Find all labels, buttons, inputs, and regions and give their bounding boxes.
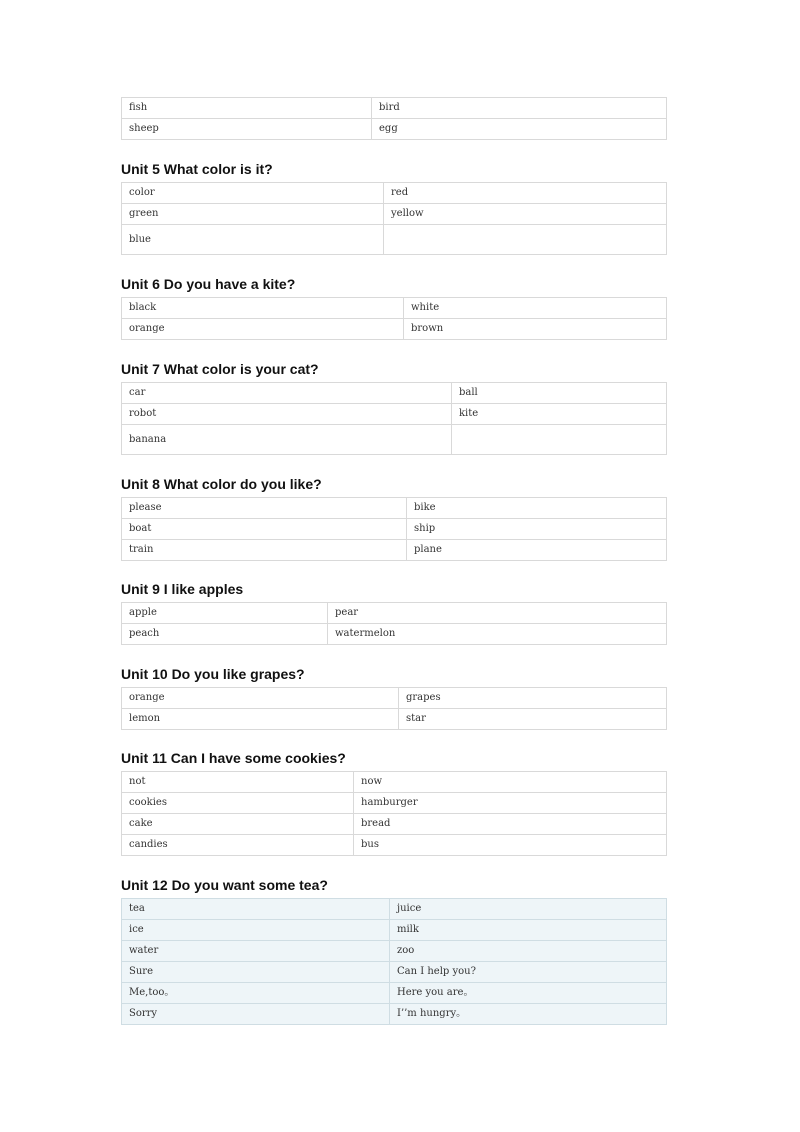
- table-row: [122, 962, 667, 983]
- table-cell: kite: [452, 404, 667, 425]
- table-cell: car: [122, 383, 452, 404]
- table-cell: candies: [122, 835, 354, 856]
- table-cell: hamburger: [354, 793, 667, 814]
- table-cell: Sure: [122, 962, 390, 983]
- table-cell: [384, 225, 667, 255]
- vocab-table: [121, 771, 667, 856]
- table-row: [122, 425, 667, 455]
- table-row: [122, 204, 667, 225]
- table-cell: apple: [122, 603, 328, 624]
- unit-6-section: [121, 276, 667, 340]
- unit-7-section: [121, 361, 667, 455]
- table-row: [122, 835, 667, 856]
- table-row: [122, 941, 667, 962]
- table-cell: please: [122, 498, 407, 519]
- vocab-table: [121, 602, 667, 645]
- table-row: [122, 688, 667, 709]
- table-cell: cake: [122, 814, 354, 835]
- table-row: [122, 603, 667, 624]
- unit-12-section: [121, 877, 667, 1025]
- table-cell: star: [399, 709, 667, 730]
- table-cell: bike: [407, 498, 667, 519]
- table-cell: orange: [122, 319, 404, 340]
- unit-9-heading: Unit 9 I like apples: [121, 581, 244, 597]
- table-row: [122, 793, 667, 814]
- table-cell: brown: [404, 319, 667, 340]
- table-cell: fish: [122, 98, 372, 119]
- table-cell: Here you are。: [390, 983, 667, 1004]
- table-cell: plane: [407, 540, 667, 561]
- table-cell: green: [122, 204, 384, 225]
- vocab-table: [121, 898, 667, 1025]
- table-cell: pear: [328, 603, 667, 624]
- table-cell: egg: [372, 119, 667, 140]
- vocab-table: [121, 182, 667, 255]
- table-cell: blue: [122, 225, 384, 255]
- table-cell: Me,too。: [122, 983, 390, 1004]
- table-cell: bread: [354, 814, 667, 835]
- table-cell: ball: [452, 383, 667, 404]
- table-row: [122, 772, 667, 793]
- unit-10-section: [121, 666, 667, 730]
- table-cell: now: [354, 772, 667, 793]
- table-cell: juice: [390, 899, 667, 920]
- table-cell: red: [384, 183, 667, 204]
- table-cell: milk: [390, 920, 667, 941]
- unit-8-section: [121, 476, 667, 561]
- unit-6-heading: Unit 6 Do you have a kite?: [121, 276, 296, 292]
- table-cell: not: [122, 772, 354, 793]
- table-cell: Can I help you?: [390, 962, 667, 983]
- table-cell: [452, 425, 667, 455]
- vocab-table: [121, 497, 667, 561]
- table-row: [122, 183, 667, 204]
- table-cell: I’’m hungry。: [390, 1004, 667, 1025]
- unit-8-heading: Unit 8 What color do you like?: [121, 476, 322, 492]
- vocab-table: [121, 687, 667, 730]
- table-row: [122, 298, 667, 319]
- table-cell: black: [122, 298, 404, 319]
- table-cell: orange: [122, 688, 399, 709]
- vocab-section-continued: [121, 97, 667, 140]
- unit-10-heading: Unit 10 Do you like grapes?: [121, 666, 305, 682]
- table-row: [122, 519, 667, 540]
- vocab-table: [121, 382, 667, 455]
- table-row: [122, 1004, 667, 1025]
- table-row: [122, 709, 667, 730]
- table-row: [122, 383, 667, 404]
- table-row: [122, 319, 667, 340]
- unit-5-heading: Unit 5 What color is it?: [121, 161, 273, 177]
- table-row: [122, 404, 667, 425]
- table-row: [122, 540, 667, 561]
- table-cell: zoo: [390, 941, 667, 962]
- table-row: [122, 98, 667, 119]
- table-cell: tea: [122, 899, 390, 920]
- table-cell: boat: [122, 519, 407, 540]
- table-cell: ice: [122, 920, 390, 941]
- table-row: [122, 899, 667, 920]
- table-cell: grapes: [399, 688, 667, 709]
- unit-11-section: [121, 750, 667, 856]
- table-cell: watermelon: [328, 624, 667, 645]
- table-cell: robot: [122, 404, 452, 425]
- unit-9-section: [121, 581, 667, 645]
- table-row: [122, 920, 667, 941]
- table-cell: banana: [122, 425, 452, 455]
- table-cell: color: [122, 183, 384, 204]
- table-cell: yellow: [384, 204, 667, 225]
- table-cell: lemon: [122, 709, 399, 730]
- table-row: [122, 983, 667, 1004]
- table-cell: sheep: [122, 119, 372, 140]
- table-row: [122, 225, 667, 255]
- table-row: [122, 498, 667, 519]
- table-cell: peach: [122, 624, 328, 645]
- table-cell: cookies: [122, 793, 354, 814]
- vocab-table: [121, 97, 667, 140]
- table-row: [122, 814, 667, 835]
- unit-12-heading: Unit 12 Do you want some tea?: [121, 877, 328, 893]
- table-cell: bird: [372, 98, 667, 119]
- table-cell: water: [122, 941, 390, 962]
- vocab-table: [121, 297, 667, 340]
- table-cell: ship: [407, 519, 667, 540]
- unit-7-heading: Unit 7 What color is your cat?: [121, 361, 319, 377]
- table-cell: Sorry: [122, 1004, 390, 1025]
- table-cell: bus: [354, 835, 667, 856]
- unit-11-heading: Unit 11 Can I have some cookies?: [121, 750, 346, 766]
- table-row: [122, 624, 667, 645]
- table-cell: white: [404, 298, 667, 319]
- table-cell: train: [122, 540, 407, 561]
- table-row: [122, 119, 667, 140]
- unit-5-section: [121, 161, 667, 255]
